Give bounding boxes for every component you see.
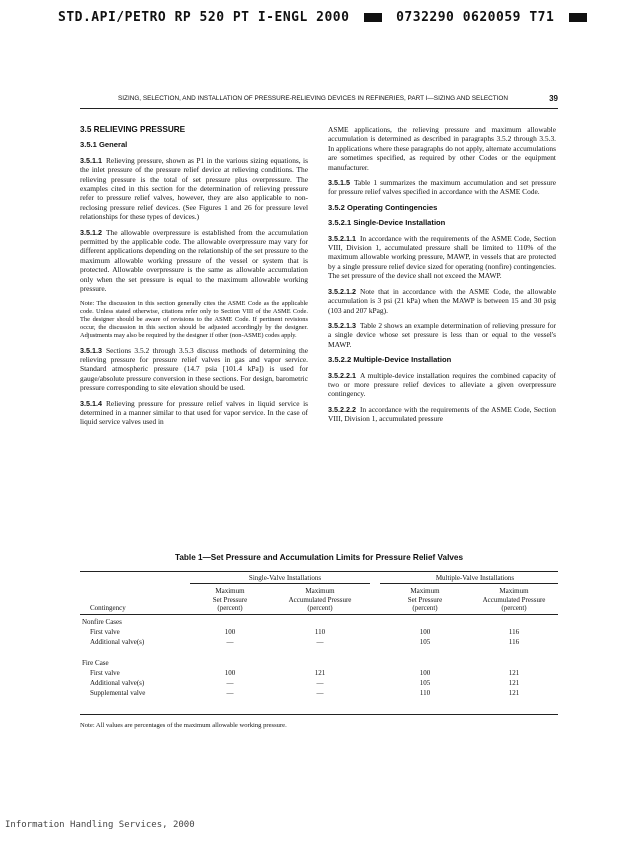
hdr-line: Set Pressure [407,595,443,604]
hdr-line: Accumulated Pressure [288,595,352,604]
table-note: Note: All values are percentages of the maximum allowable working pressure. [80,722,287,729]
para-text: Table 2 shows an example determination of relieving pressure for a single device whose set pressure is less than or equal to the vessel's MAWP. [328,320,556,349]
asme-note: Note: The discussion in this section generally cites the ASME Code as the applicable code. Unless stated otherwise, citations refer only to Section VIII of the ASME Code. The designer should be aware of revisions to the ASME Code. If pertinent revisions occur, the discussion in this section should be adjusted accordingly by the designer. Adjustments may also be required by the designer if other (non-ASME) codes apply. [80,299,308,339]
para-number: 3.5.2.2.2 [328,404,356,414]
group-multiple-rule [380,583,558,584]
para-text: Sections 3.5.2 through 3.5.3 discuss methods of determining the relieving pressure for pressure relief valves in gas and vapor service. Standard atmospheric pressure (14.7 psia [101.4 kPa]) is used for gauge/absolute pressure conversion in these sections. For design, barometric pressure corresponding to site elevation should be used. [80,345,308,393]
table-row-label: Additional valve(s) [90,638,145,646]
table-cell: — [316,679,324,687]
para-text: In accordance with the requirements of the ASME Code, Section VIII, Division 1, accumulated pressure shall be limited to 110% of the maximum allowable working pressure, MAWP, in vessels that are protected by a single pressure relief device sized for operating (nonfire) contingencies. The set pressure of the device shall not exceed the MAWP. [328,233,556,281]
table-cell: 100 [224,669,236,677]
group-multiple: Multiple-Valve Installations [435,574,515,582]
para-number: 3.5.1.3 [80,345,102,355]
stamp-right: 0732290 0620059 T71 [396,10,555,25]
table-caption: Table 1—Set Pressure and Accumulation Limits for Pressure Relief Valves [174,553,464,562]
table-cell: 121 [508,679,520,687]
table-row-label: First valve [90,628,120,636]
table-cell: — [316,638,324,646]
para-3-5-2-1-3 [328,321,556,349]
para-number: 3.5.2.1.3 [328,320,356,330]
stamp-left: STD.API/PETRO RP 520 PT I-ENGL 2000 [58,10,350,25]
table-cell: 110 [419,689,431,697]
table-row-label: Fire Case [82,659,109,667]
hdr-line: (percent) [307,604,333,612]
para-text: A multiple-device installation requires the combined capacity of two or more pressure relief devices to alleviate a given overpressure contingency. [328,370,556,399]
table-bottom-rule [80,714,558,715]
hdr-line: Maximum [215,587,245,595]
para-3-5-1-3 [80,346,308,393]
para-3-5-2-2-1 [328,371,556,399]
para-3-5-1-4 [80,399,308,427]
table-row-label: Nonfire Cases [82,618,122,626]
heading-3-5-2: 3.5.2 Operating Contingencies [328,202,438,212]
para-3-5-1-5 [328,178,556,197]
header-rule [80,108,558,109]
header-bottom-rule [80,614,558,615]
para-3-5-1-2 [80,228,308,294]
para-3-5-1-1 [80,156,308,222]
table-cell: 100 [224,628,236,636]
stamp-bar-mark [364,13,382,22]
hdr-single-accum [270,587,370,613]
group-single-rule [190,583,370,584]
table-cell: 116 [508,628,520,636]
table-cell: — [226,689,234,697]
table-cell: — [226,679,234,687]
hdr-line: Set Pressure [212,595,248,604]
running-header [118,95,558,102]
table-row-label: First valve [90,669,120,677]
heading-3-5: 3.5 RELIEVING PRESSURE [80,125,186,134]
page-number: 39 [549,94,558,103]
table-cell: — [316,689,324,697]
hdr-line: (percent) [217,604,243,612]
para-text: Table 1 summarizes the maximum accumulation and set pressure for pressure relief valves specified in accordance with the ASME Code. [328,178,556,197]
table-cell: 121 [508,689,520,697]
para-3-5-2-1-1 [328,234,556,281]
para-number: 3.5.1.4 [80,398,102,408]
hdr-line: Accumulated Pressure [482,595,546,604]
table-cell: 121 [508,669,520,677]
hdr-line: Maximum [410,587,440,595]
stamp-bar-mark-end [569,13,587,22]
hdr-multi-setp [380,587,470,613]
right-column [328,125,556,430]
table-row-label: Supplemental valve [90,689,146,697]
table-cell: 110 [314,628,326,636]
footer-watermark: Information Handling Services, 2000 [5,820,195,830]
para-text: Relieving pressure, shown as P1 in the various sizing equations, is the inlet pressure of the pressure relief device at relieving conditions. The relieving pressure is the total of set pressure plus overpressure. The examples cited in this section for the determination of relieving pressure refer to pressure relief valves, however, they are also applicable to non-reclosing pressure relief devices. (See Figures 1 and 26 for pressure level relationships for these types of devices.) [80,155,308,222]
hdr-multi-accum [470,587,558,613]
para-number: 3.5.2.2.1 [328,370,356,380]
hdr-line: Maximum [499,587,529,595]
para-number: 3.5.1.1 [80,155,102,165]
table-row-label: Additional valve(s) [90,679,145,687]
para-text: In accordance with the requirements of the ASME Code, Section VIII, Division 1, accumulated pressure [328,404,556,424]
table-top-rule [80,571,558,572]
para-continued: ASME applications, the relieving pressure and maximum allowable accumulation is determined as described in paragraphs 3.5.2 through 3.5.3. In applications where these paragraphs do not apply, alternate accumulations are sometimes specified, as required by other Codes or the equipment manufacturer. [328,125,556,172]
para-text: The allowable overpressure is established from the accumulation permitted by the applicable code. The allowable overpressure may vary for different applications depending on the relationship of the set pressure to the maximum allowable working pressure of the vessel or system that is protected. Allowable overpressure is the same as allowable accumulation only when the set pressure is equal to the maximum allowable working pressure. [80,227,308,294]
hdr-line: (percent) [412,604,438,612]
header-title: SIZING, SELECTION, AND INSTALLATION OF PRESSURE-RELIEVING DEVICES IN REFINERIES, PART I—SIZING AND SELECTION [118,95,509,102]
table-cell: 100 [419,669,431,677]
hdr-line: Maximum [305,587,335,595]
table-cell: 116 [508,638,520,646]
para-text: Relieving pressure for pressure relief valves in liquid service is determined in a manner similar to that used for vapor service. In the case of liquid service valves used in [80,398,308,427]
hdr-contingency: Contingency [90,604,126,612]
para-number: 3.5.2.1.1 [328,233,356,243]
hdr-single-setp [190,587,270,613]
para-number: 3.5.1.5 [328,178,350,188]
table-cell: — [226,638,234,646]
para-3-5-2-1-2 [328,287,556,315]
heading-3-5-1: 3.5.1 General [80,140,128,150]
para-text: Note that in accordance with the ASME Code, the allowable accumulation is 3 psi (21 kPa) when the MAWP is between 15 and 30 psig (103 and 207 kPag). [328,286,556,315]
heading-3-5-2-2: 3.5.2.2 Multiple-Device Installation [328,355,452,365]
document-stamp [58,10,618,25]
hdr-line: (percent) [501,604,527,612]
left-column [80,125,308,433]
para-number: 3.5.2.1.2 [328,286,356,296]
para-number: 3.5.1.2 [80,227,102,237]
table-cell: 100 [419,628,431,636]
heading-3-5-2-1: 3.5.2.1 Single-Device Installation [328,218,446,228]
table-cell: 105 [419,679,431,687]
group-single: Single-Valve Installations [248,574,322,582]
para-3-5-2-2-2 [328,405,556,424]
table-cell: 105 [419,638,431,646]
table-cell: 121 [314,669,326,677]
